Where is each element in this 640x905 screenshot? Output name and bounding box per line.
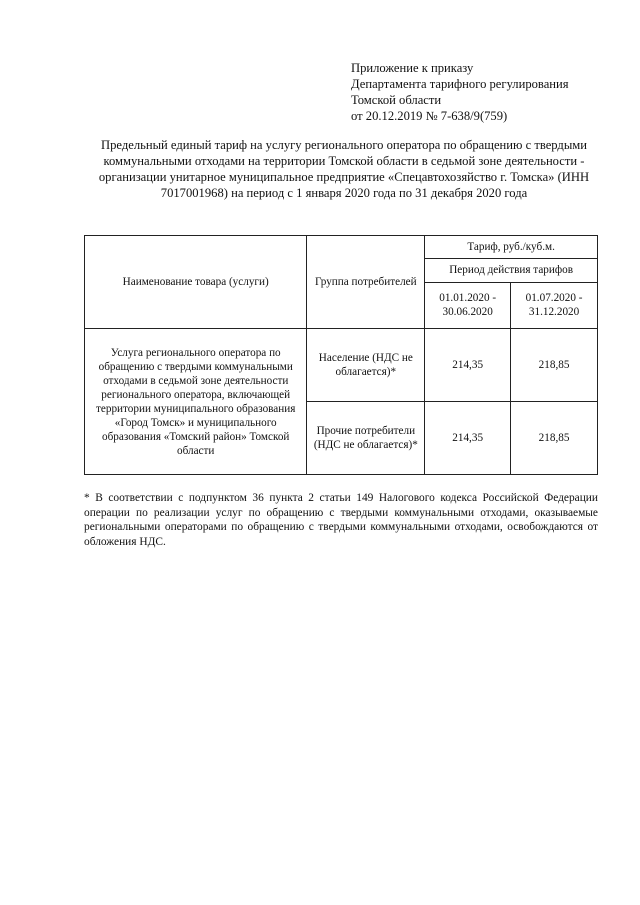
- tariff-cell: 218,85: [511, 329, 598, 402]
- table-header-row: [85, 236, 598, 259]
- tariff-cell: 218,85: [511, 402, 598, 475]
- tariff-cell: 214,35: [425, 402, 511, 475]
- consumer-group-cell: Население (НДС не облагается)*: [307, 329, 425, 402]
- consumer-group-cell: Прочие потребители (НДС не облагается)*: [307, 402, 425, 475]
- appendix-line-2: Департамента тарифного регулирования: [351, 77, 569, 91]
- appendix-line-1: Приложение к приказу: [351, 61, 474, 75]
- table-row: [85, 329, 598, 402]
- footnote: * В соответствии с подпунктом 36 пункта 2 статьи 149 Налогового кодекса Российской Федерации операции по реализации услуг по обращению с твердыми коммунальными отходами, оказываемые региональными операторами по обращению с твердыми коммунальными отходами, освобождаются от обложения НДС.: [84, 492, 598, 548]
- header-consumer-group: Группа потребителей: [307, 236, 425, 329]
- document-title: Предельный единый тариф на услугу регионального оператора по обращению с твердыми коммунальными отходами на территории Томской области в седьмой зоне деятельности - организации унитарное муниципальное предприятие «Спецавтохозяйство г. Томска» (ИНН 7017001968) на период с 1 января 2020 года по 31 декабря 2020 года: [98, 138, 590, 200]
- header-period-2: 01.07.2020 - 31.12.2020: [511, 282, 598, 329]
- appendix-line-4: от 20.12.2019 № 7-638/9(759): [351, 109, 508, 123]
- service-description: Услуга регионального оператора по обращению с твердыми коммунальными отходами в седьмой зоне деятельности регионального оператора, включающей территории муниципального образования «Город Томск» и муниципального образования «Томский район» Томской области: [85, 329, 307, 475]
- header-service-name: Наименование товара (услуги): [85, 236, 307, 329]
- header-tariff: Тариф, руб./куб.м.: [425, 236, 598, 259]
- tariff-table: [84, 235, 598, 475]
- header-period-1: 01.01.2020 - 30.06.2020: [425, 282, 511, 329]
- header-period: Период действия тарифов: [425, 259, 598, 282]
- appendix-line-3: Томской области: [351, 93, 442, 107]
- appendix-header: [351, 60, 621, 124]
- tariff-cell: 214,35: [425, 329, 511, 402]
